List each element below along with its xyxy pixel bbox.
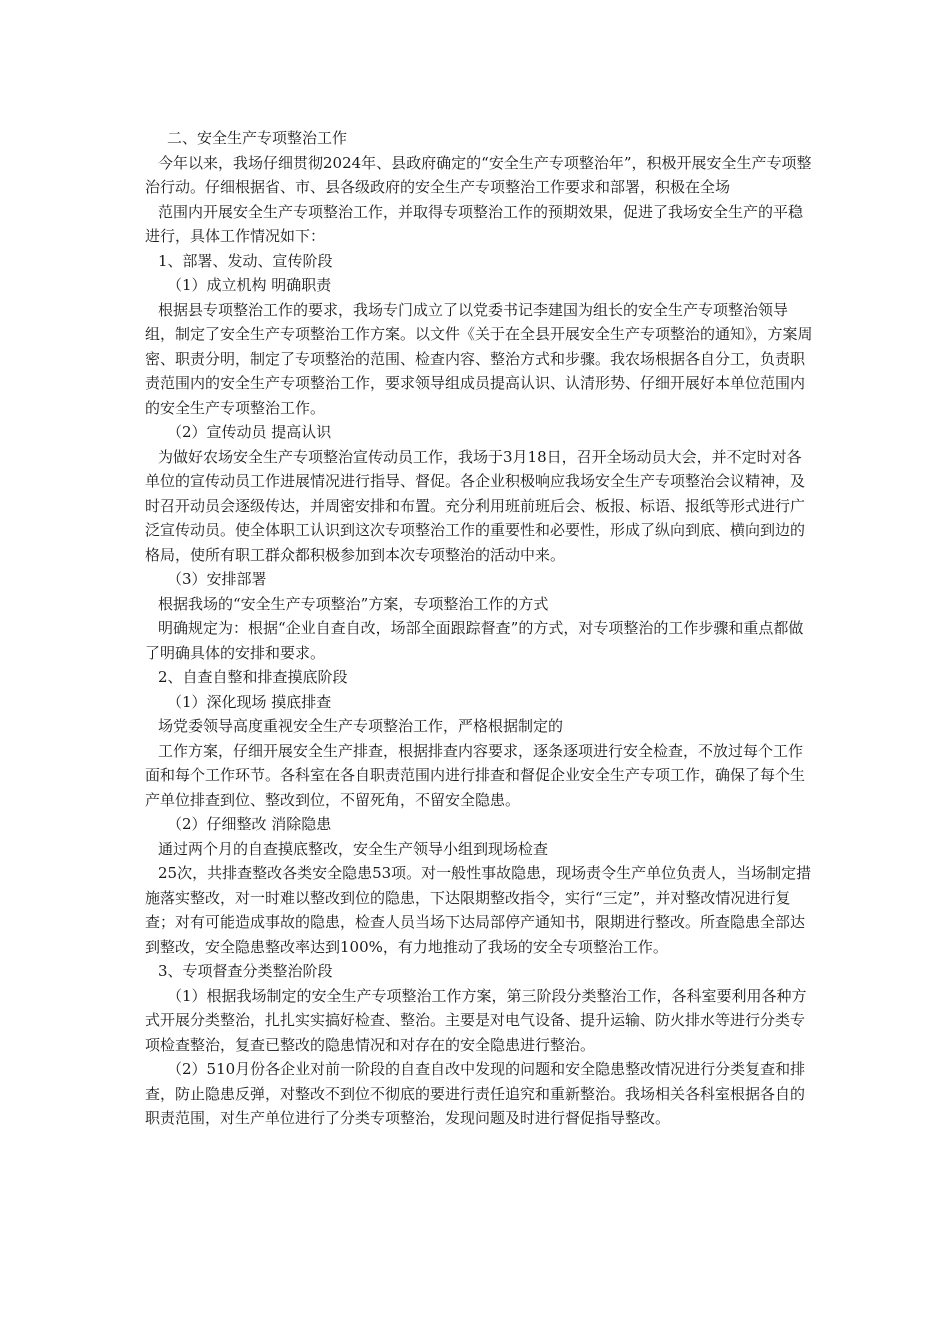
paragraph: 场党委领导高度重视安全生产专项整治工作，严格根据制定的 <box>158 717 564 735</box>
paragraph: 1、部署、发动、宣传阶段 <box>158 251 333 270</box>
paragraph: 3、专项督查分类整治阶段 <box>158 962 333 980</box>
paragraph: 明确规定为：根据“企业自查自改，场部全面跟踪督查”的方式，对专项整治的工作步骤和重点都做了明确具体的安排和要求。 <box>145 619 804 662</box>
paragraph: （2）510月份各企业对前一阶段的自查自改中发现的问题和安全隐患整改情况进行分类复查和排查，防止隐患反弹，对整改不到位不彻底的要进行责任追究和重新整治。我场相关各科室根据各自的职责范围，对生产单位进行了分类专项整治，发现问题及时进行督促指导整改。 <box>145 1060 806 1127</box>
paragraph: 二、安全生产专项整治工作 <box>167 129 348 147</box>
paragraph: （1）根据我场制定的安全生产专项整治工作方案，第三阶段分类整治工作，各科室要利用各种方式开展分类整治，扎扎实实搞好检查、整治。主要是对电气设备、提升运输、防火排水等进行分类专项检查整治，复查已整改的隐患情况和对存在的安全隐患进行整治。 <box>145 986 807 1054</box>
paragraph: （2）宣传动员 提高认识 <box>167 423 332 441</box>
paragraph: （3）安排部署 <box>167 570 267 588</box>
paragraph: 范围内开展安全生产专项整治工作，并取得专项整治工作的预期效果，促进了我场安全生产的平稳进行，具体工作情况如下： <box>145 202 804 245</box>
paragraph: 为做好农场安全生产专项整治宣传动员工作，我场于3月18日，召开全场动员大会，并不定时对各单位的宣传动员工作进展情况进行指导、督促。各企业积极响应我场安全生产专项整治会议精神，及时召开动员会逐级传达，并周密安排和布置。充分利用班前班后会、板报、标语、报纸等形式进行广泛宣传动员。使全体职工认识到这次专项整治工作的重要性和必要性，形成了纵向到底、横向到边的格局，使所有职工群众都积极参加到本次专项整治的活动中来。 <box>145 447 806 564</box>
paragraph: 通过两个月的自查摸底整改，安全生产领导小组到现场检查 <box>158 839 549 858</box>
paragraph: 根据我场的“安全生产专项整治”方案，专项整治工作的方式 <box>158 594 549 613</box>
paragraph: （1）成立机构 明确职责 <box>167 276 332 294</box>
paragraph: （2）仔细整改 消除隐患 <box>167 815 332 833</box>
paragraph: 工作方案，仔细开展安全生产排查，根据排查内容要求，逐条逐项进行安全检查，不放过每个工作面和每个工作环节。各科室在各自职责范围内进行排查和督促企业安全生产专项工作，确保了每个生产单位排查到位、整改到位，不留死角，不留安全隐患。 <box>145 741 806 809</box>
document-body <box>145 126 815 1131</box>
paragraph: 2、自查自整和排查摸底阶段 <box>158 668 348 686</box>
paragraph: 今年以来，我场仔细贯彻2024年、县政府确定的“安全生产专项整治年”，积极开展安全生产专项整治行动。仔细根据省、市、县各级政府的安全生产专项整治工作要求和部署，积极在全场 <box>145 153 812 196</box>
paragraph: 根据县专项整治工作的要求，我场专门成立了以党委书记李建国为组长的安全生产专项整治领导组，制定了安全生产专项整治工作方案。以文件《关于在全县开展安全生产专项整治的通知》，方案周密、职责分明，制定了专项整治的范围、检查内容、整治方式和步骤。我农场根据各自分工，负责职责范围内的安全生产专项整治工作，要求领导组成员提高认识、认清形势、仔细开展好本单位范围内的安全生产专项整治工作。 <box>145 300 813 417</box>
paragraph: （1）深化现场 摸底排查 <box>167 692 332 711</box>
paragraph: 25次，共排查整改各类安全隐患53项。对一般性事故隐患，现场责令生产单位负责人，当场制定措施落实整改，对一时难以整改到位的隐患，下达限期整改指令，实行“三定”，并对整改情况进行复查；对有可能造成事故的隐患，检查人员当场下达局部停产通知书，限期进行整改。所查隐患全部达到整改，安全隐患整改率达到100%，有力地推动了我场的安全专项整治工作。 <box>145 864 812 956</box>
